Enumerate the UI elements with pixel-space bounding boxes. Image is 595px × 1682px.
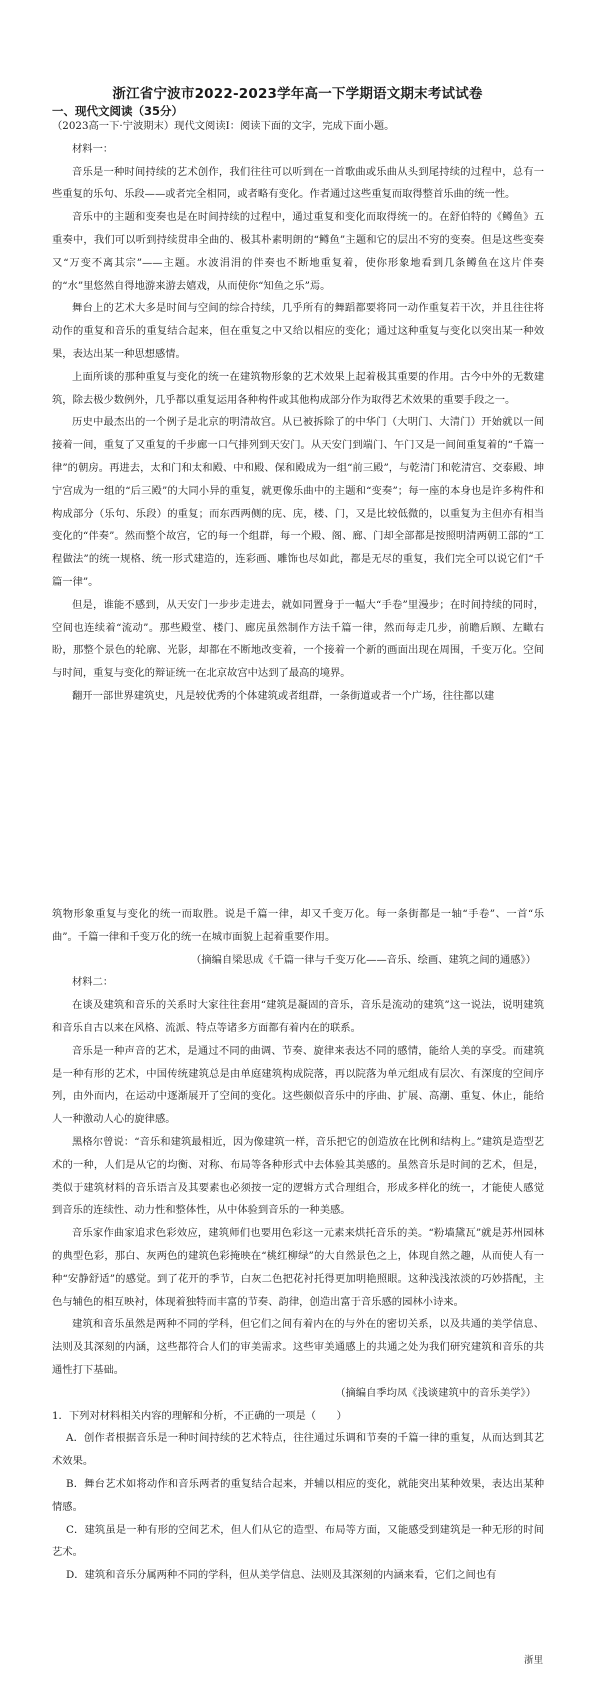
material-2-paragraph: 音乐家作曲家追求色彩效应，建筑师们也要用色彩这一元素来烘托音乐的美。“粉墙黛瓦”就是苏州园林的典型色彩，那白、灰两色的建筑色彩掩映在“桃红柳绿”的大自然景色之上，体现自然之趣，从而使人有一种“安静舒适”的感觉。到了花开的季节，白灰二色把花衬托得更加明艳照眼。这种浅浅浓淡的巧妙搭配，主色与辅色的相互映衬，体现着独特而丰富的节奏、韵律，创造出富于音乐感的园林小诗来。 bbox=[52, 1227, 544, 1308]
material-2-paragraph: 黑格尔曾说：“音乐和建筑最相近，因为像建筑一样，音乐把它的创造放在比例和结构上。”建筑是造型艺术的一种，人们是从它的均衡、对称、布局等各种形式中去体验其美感的。虽然音乐是时间的艺术，但是，类似于建筑材料的音乐语言及其要素也必须按一定的逻辑方式合理组合，形成多样化的统一，才能使人感觉到音乐的连续性、动力性和整体性，从中体验到音乐的一种美感。 bbox=[52, 1135, 544, 1217]
material-1-paragraph: 音乐中的主题和变奏也是在时间持续的过程中，通过重复和变化而取得统一的。在舒伯特的《鳟鱼》五重奏中，我们可以听到持续贯串全曲的、极其朴素明朗的“鳟鱼”主题和它的层出不穷的变奏。但是这些变奏又“万变不离其宗”——主题。水波涓涓的伴奏也不断地重复着，使你形象地看到几条鳟鱼在这片伴奏的“水”里悠然自得地游来游去嬉戏，从而使你“知鱼之乐”焉。 bbox=[52, 211, 544, 292]
material-2-source: （摘编自季均凤《浅谈建筑中的音乐美学》） bbox=[335, 1386, 536, 1399]
option-c: C．建筑虽是一种有形的空间艺术，但人们从它的造型、布局等方面，又能感受到建筑是一种无形的时间艺术。 bbox=[52, 1523, 544, 1559]
reading-block-1 bbox=[52, 115, 544, 708]
material-1-continuation: 筑物形象重复与变化的统一而取胜。说是千篇一律，却又千变万化。每一条街都是一轴“手卷”、一首“乐曲”。千篇一律和千变万化的统一在城市面貌上起着重要作用。 bbox=[52, 908, 544, 943]
material-2-paragraph: 在谈及建筑和音乐的关系时大家往往套用“建筑是凝固的音乐，音乐是流动的建筑”这一说法，说明建筑和音乐自古以来在风格、流派、特点等诸多方面都有着内在的联系。 bbox=[52, 999, 544, 1034]
page-title: 浙江省宁波市2022-2023学年高一下学期语文期末考试试卷 bbox=[112, 86, 483, 102]
material-2-paragraph: 建筑和音乐虽然是两种不同的学科，但它们之间有着内在的与外在的密切关系，以及共通的美学信息、法则及其深刻的内涵，这些都符合人们的审美需求。这些审美通感上的共通之处为我们研究建筑和音乐的共通性打下基础。 bbox=[52, 1318, 544, 1376]
material-1-paragraph: 但是，谁能不感到，从天安门一步步走进去，就如同置身于一幅大“手卷”里漫步；在时间持续的同时，空间也连续着“流动”。那些殿堂、楼门、廊庑虽然制作方法千篇一律，然而每走几步，前瞻后顾、左瞰右盼，那整个景色的轮廓、光影，却都在不断地改变着，一个接着一个新的画面出现在周围，千变万化。空间与时间，重复与变化的辩证统一在北京故宫中达到了最高的境界。 bbox=[52, 598, 544, 680]
reading-block-2 bbox=[52, 903, 544, 1587]
option-a: A．创作者根据音乐是一种时间持续的艺术特点，往往通过乐调和节奏的千篇一律的重复，从而达到其艺术效果。 bbox=[52, 1432, 544, 1468]
option-b: B．舞台艺术如将动作和音乐两者的重复结合起来，并辅以相应的变化，就能突出某种效果，表达出某种情感。 bbox=[52, 1477, 544, 1513]
material-1-paragraph: 历史中最杰出的一个例子是北京的明清故宫。从已被拆除了的中华门（大明门、大清门）开始就以一间接着一间，重复了又重复的千步廊一口气排列到天安门。从天安门到端门、午门又是一间间重复着的“千篇一律”的朝房。再进去，太和门和太和殿、中和殿、保和殿成为一组“前三殿”，与乾清门和乾清宫、交泰殿、坤宁宫成为一组的“后三殿”的大同小异的重复，就更像乐曲中的主题和“变奏”；每一座的本身也是许多构件和构成部分（乐句、乐段）的重复；而东西两侧的庑、庑，楼、门，又是比较低微的，以重复为主但亦有相当变化的“伴奏”。然而整个故宫，它的每一个组群，每一个殿、阁、廊、门却全部都是按照明清两朝工部的“工程做法”的统一规格、统一形式建造的，连彩画、雕饰也尽如此，都是无尽的重复，我们完全可以说它们“千篇一律”。 bbox=[52, 416, 544, 588]
option-d: D．建筑和音乐分属两种不同的学科，但从美学信息、法则及其深刻的内涵来看，它们之间也有 bbox=[66, 1569, 497, 1582]
question-intro: （2023高一下·宁波期末）现代文阅读Ⅰ：阅读下面的文字，完成下面小题。 bbox=[52, 120, 395, 132]
material-1-paragraph: 翻开一部世界建筑史，凡是较优秀的个体建筑或者组群，一条街道或者一个广场，往往都以建 bbox=[72, 689, 495, 702]
material-1-paragraph: 上面所谈的那种重复与变化的统一在建筑物形象的艺术效果上起着极其重要的作用。古今中外的无数建筑，除去极少数例外，几乎都以重复运用各种构件或其他构成部分作为取得艺术效果的重要手段之一。 bbox=[52, 370, 544, 406]
material-1-paragraph: 音乐是一种时间持续的艺术创作，我们往往可以听到在一首歌曲或乐曲从头到尾持续的过程中，总有一些重复的乐句、乐段——或者完全相同，或者略有变化。作者通过这些重复而取得整首乐曲的统一性。 bbox=[52, 165, 544, 201]
page-footer: 浙里 bbox=[523, 1655, 543, 1666]
question-1: 1．下列对材料相关内容的理解和分析，不正确的一项是（ ） bbox=[52, 1409, 347, 1422]
material-2-label: 材料二： bbox=[72, 976, 114, 989]
material-2-paragraph: 音乐是一种声音的艺术，是通过不同的曲调、节奏、旋律来表达不同的感情，能给人美的享受。而建筑是一种有形的艺术，中国传统建筑总是由单庭建筑构成院落，再以院落为单元组成有层次、有深度的空间序列，由外而内，在运动中逐渐展开了空间的变化。这些颇似音乐中的序曲、扩展、高潮、重复、休止，能给人一种激动人心的旋律感。 bbox=[52, 1044, 544, 1126]
section-heading: 一、现代文阅读（35分） bbox=[52, 104, 184, 118]
material-1-source: （摘编自梁思成《千篇一律与千变万化——音乐、绘画、建筑之间的通感》） bbox=[191, 953, 536, 966]
material-1-label: 材料一： bbox=[72, 142, 114, 155]
material-1-paragraph: 舞台上的艺术大多是时间与空间的综合持续，几乎所有的舞蹈都要将同一动作重复若干次，并且往往将动作的重复和音乐的重复结合起来，但在重复之中又给以相应的变化；通过这种重复与变化以突出某一种效果，表达出某一种思想感情。 bbox=[52, 302, 544, 360]
